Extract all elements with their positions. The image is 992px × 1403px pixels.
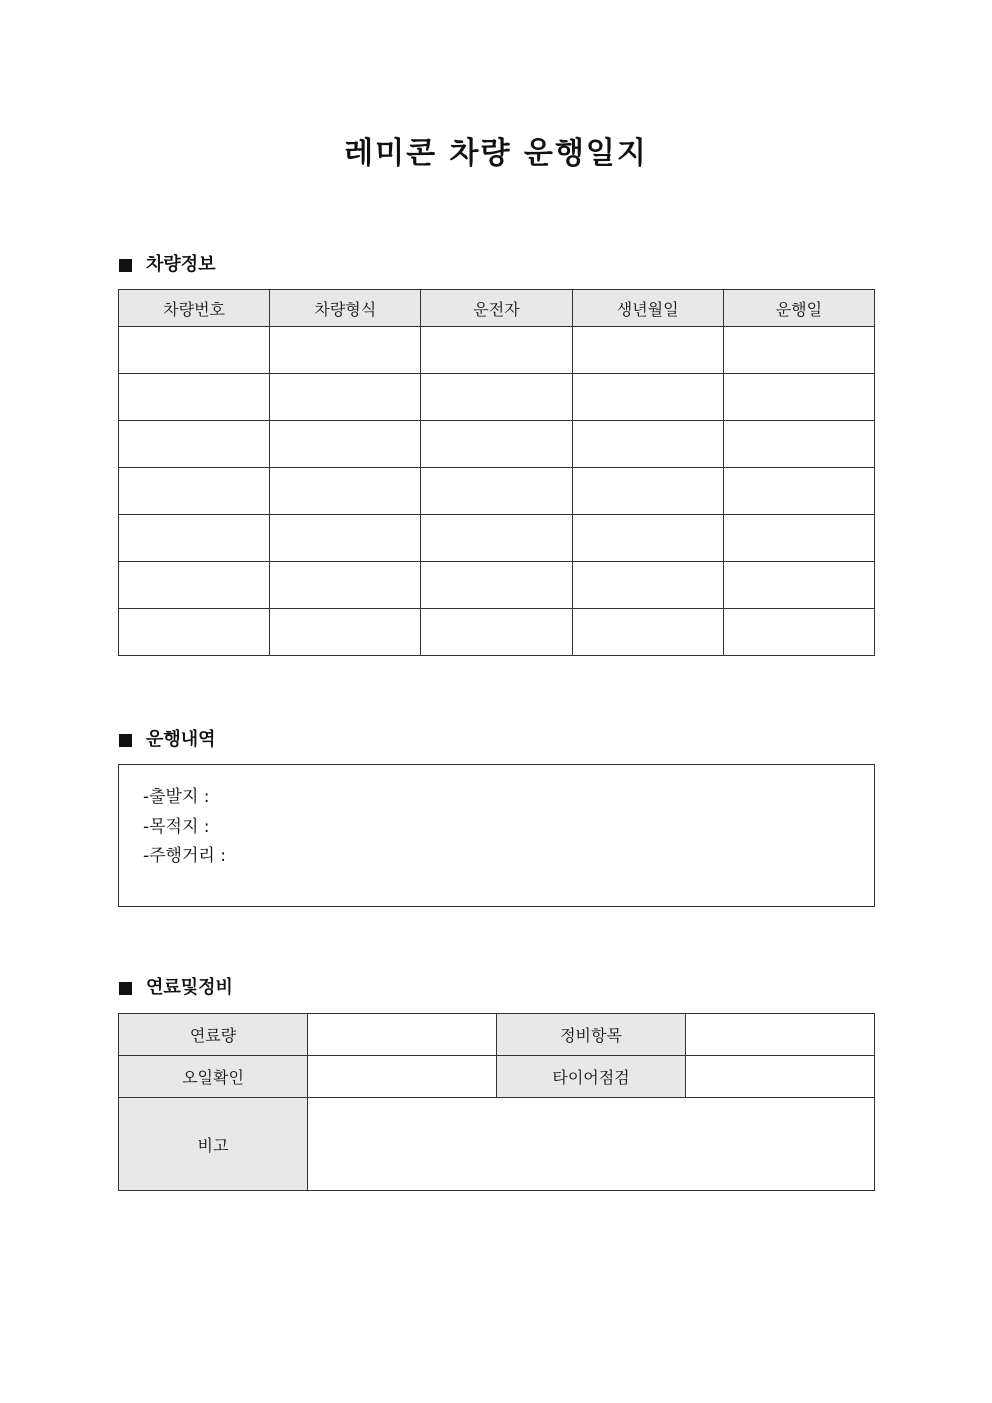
page-title: 레미콘 차량 운행일지 bbox=[344, 136, 648, 171]
trip-details-lines bbox=[143, 783, 226, 872]
fuel-amount-label: 연료량 bbox=[119, 1014, 308, 1056]
table-cell[interactable] bbox=[421, 327, 572, 374]
table-cell[interactable] bbox=[421, 562, 572, 609]
column-header-vehicle-type: 차량형식 bbox=[270, 290, 421, 327]
column-header-drive-date: 운행일 bbox=[723, 290, 874, 327]
fuel-section-heading bbox=[119, 975, 233, 1001]
table-row bbox=[119, 609, 875, 656]
tire-check-label: 타이어점검 bbox=[497, 1056, 686, 1098]
table-cell[interactable] bbox=[270, 515, 421, 562]
table-cell[interactable] bbox=[723, 515, 874, 562]
oil-check-cell[interactable] bbox=[308, 1056, 497, 1098]
table-cell[interactable] bbox=[572, 374, 723, 421]
table-cell[interactable] bbox=[270, 374, 421, 421]
table-cell[interactable] bbox=[572, 562, 723, 609]
column-header-driver: 운전자 bbox=[421, 290, 572, 327]
oil-check-label: 오일확인 bbox=[119, 1056, 308, 1098]
table-cell[interactable] bbox=[723, 327, 874, 374]
table-cell[interactable] bbox=[723, 562, 874, 609]
table-cell[interactable] bbox=[119, 609, 270, 656]
remarks-label: 비고 bbox=[119, 1098, 308, 1191]
fuel-section-title: 연료및정비 bbox=[146, 977, 233, 998]
vehicle-info-table bbox=[118, 289, 875, 656]
trip-details-box[interactable] bbox=[118, 764, 875, 907]
table-row bbox=[119, 1014, 875, 1056]
table-header-row bbox=[119, 290, 875, 327]
departure-label: -출발지 : bbox=[143, 787, 210, 807]
fuel-maintenance-table bbox=[118, 1013, 875, 1191]
table-cell[interactable] bbox=[119, 515, 270, 562]
table-row bbox=[119, 1098, 875, 1191]
table-cell[interactable] bbox=[270, 468, 421, 515]
table-cell[interactable] bbox=[421, 468, 572, 515]
maintenance-items-cell[interactable] bbox=[686, 1014, 875, 1056]
table-row bbox=[119, 1056, 875, 1098]
table-cell[interactable] bbox=[421, 374, 572, 421]
square-bullet-icon bbox=[119, 734, 132, 747]
table-cell[interactable] bbox=[572, 421, 723, 468]
vehicle-section-title: 차량정보 bbox=[146, 254, 216, 275]
table-row bbox=[119, 327, 875, 374]
tire-check-cell[interactable] bbox=[686, 1056, 875, 1098]
table-cell[interactable] bbox=[119, 562, 270, 609]
square-bullet-icon bbox=[119, 259, 132, 272]
table-row bbox=[119, 515, 875, 562]
table-cell[interactable] bbox=[572, 609, 723, 656]
maintenance-items-label: 정비항목 bbox=[497, 1014, 686, 1056]
table-cell[interactable] bbox=[119, 421, 270, 468]
table-row bbox=[119, 421, 875, 468]
vehicle-section-heading bbox=[119, 252, 216, 278]
trip-section-title: 운행내역 bbox=[146, 729, 216, 750]
table-row bbox=[119, 468, 875, 515]
table-row bbox=[119, 562, 875, 609]
table-cell[interactable] bbox=[270, 562, 421, 609]
table-cell[interactable] bbox=[119, 468, 270, 515]
table-cell[interactable] bbox=[421, 515, 572, 562]
table-cell[interactable] bbox=[723, 468, 874, 515]
table-cell[interactable] bbox=[723, 374, 874, 421]
table-cell[interactable] bbox=[421, 421, 572, 468]
column-header-birth-date: 생년월일 bbox=[572, 290, 723, 327]
table-cell[interactable] bbox=[572, 515, 723, 562]
table-cell[interactable] bbox=[270, 327, 421, 374]
destination-label: -목적지 : bbox=[143, 816, 210, 837]
column-header-vehicle-number: 차량번호 bbox=[119, 290, 270, 327]
table-row bbox=[119, 374, 875, 421]
table-cell[interactable] bbox=[119, 327, 270, 374]
table-cell[interactable] bbox=[723, 421, 874, 468]
table-cell[interactable] bbox=[270, 609, 421, 656]
table-cell[interactable] bbox=[572, 327, 723, 374]
trip-section-heading bbox=[119, 727, 216, 753]
table-cell[interactable] bbox=[723, 609, 874, 656]
distance-label: -주행거리 : bbox=[143, 846, 226, 866]
table-cell[interactable] bbox=[572, 468, 723, 515]
table-cell[interactable] bbox=[421, 609, 572, 656]
fuel-amount-cell[interactable] bbox=[308, 1014, 497, 1056]
table-cell[interactable] bbox=[270, 421, 421, 468]
remarks-cell[interactable] bbox=[308, 1098, 875, 1191]
square-bullet-icon bbox=[119, 982, 132, 995]
table-cell[interactable] bbox=[119, 374, 270, 421]
